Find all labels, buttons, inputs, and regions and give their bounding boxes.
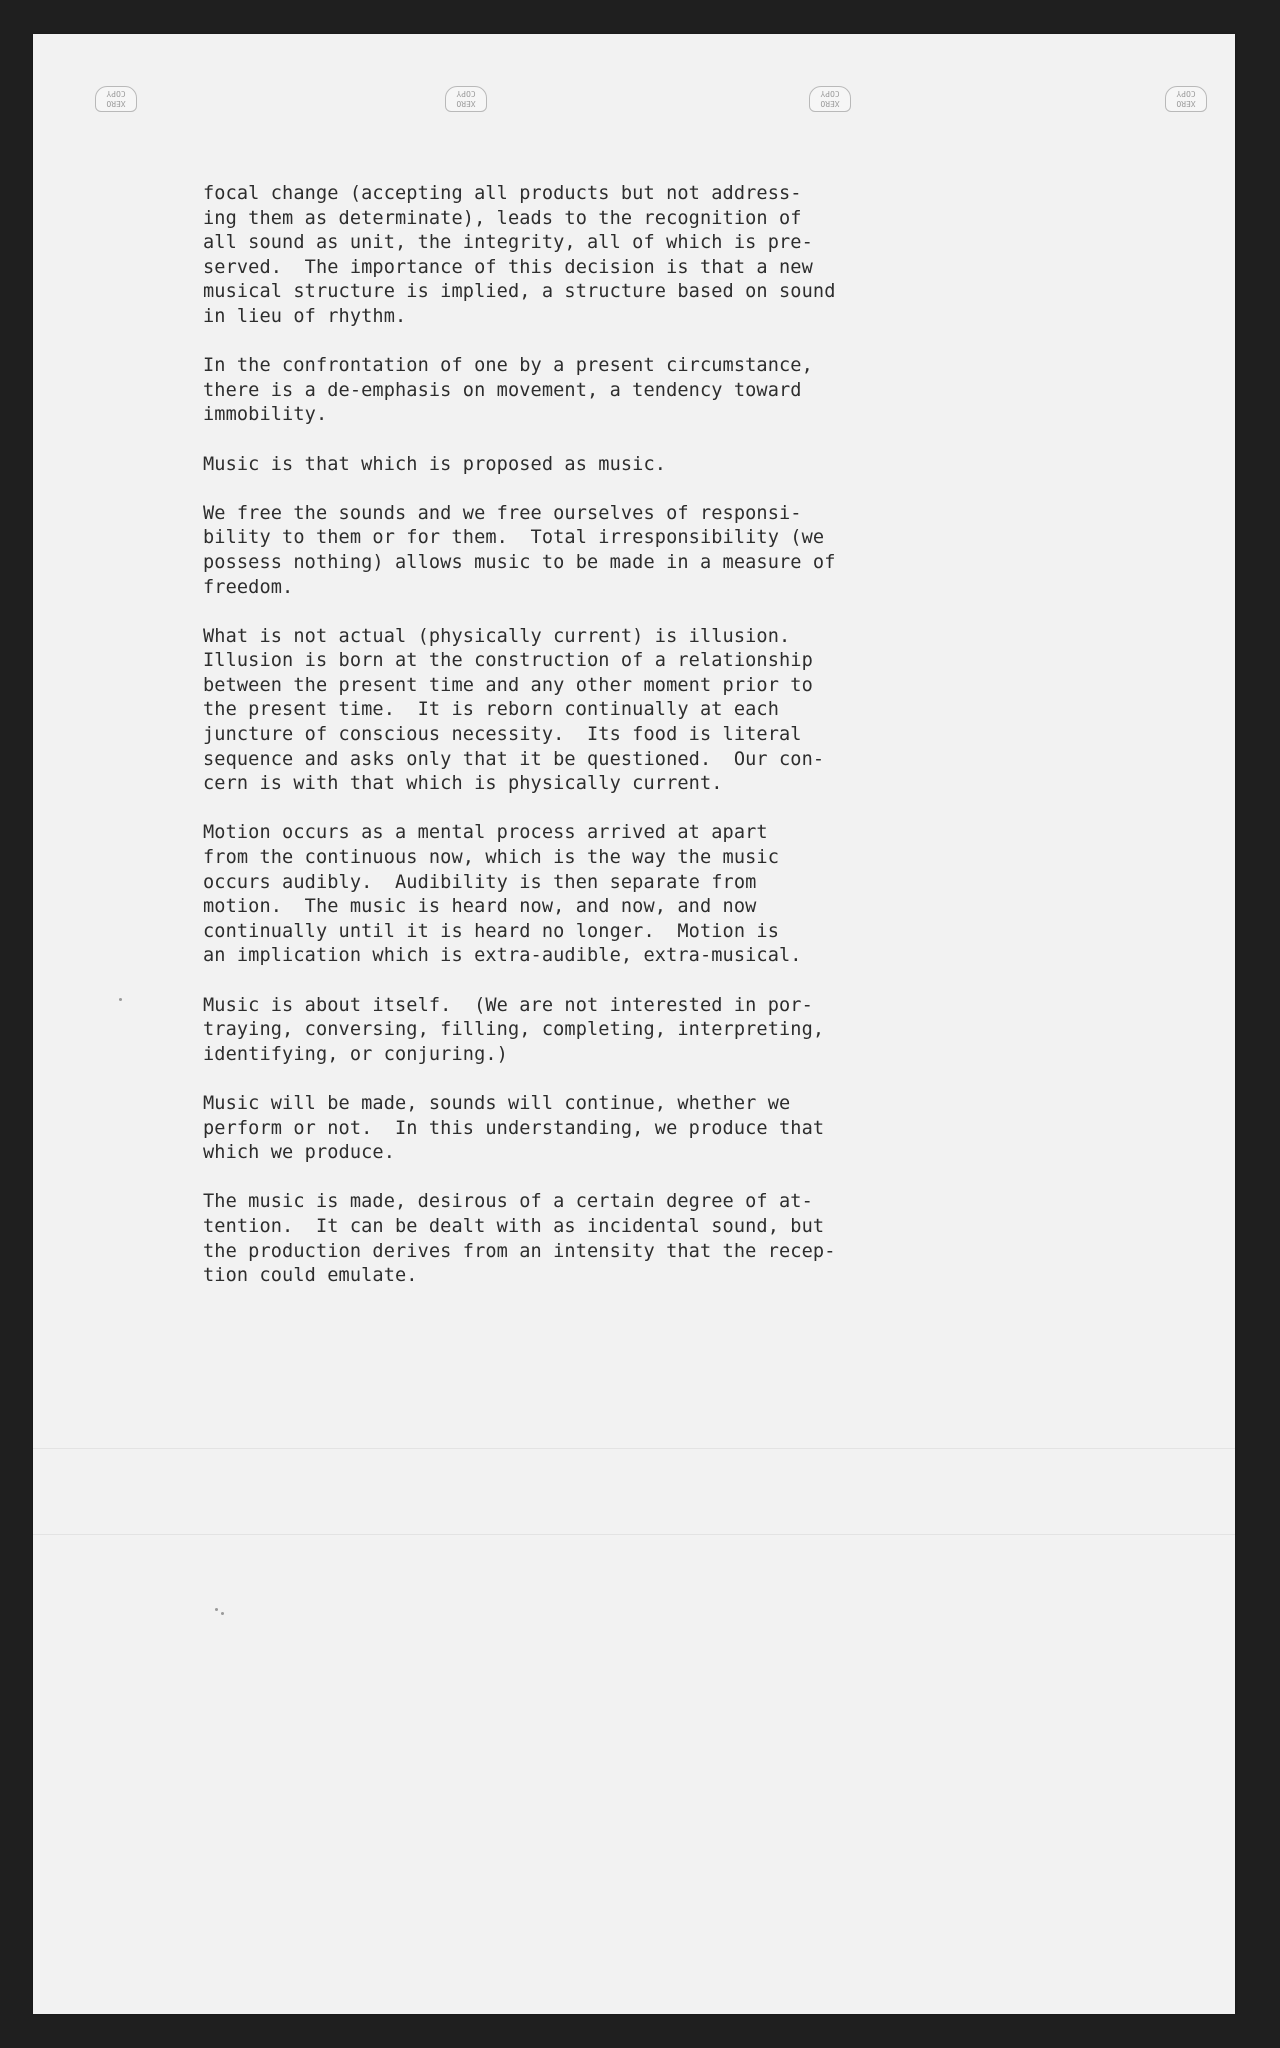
text-line: immobility. xyxy=(203,404,328,426)
paragraph xyxy=(203,502,1023,600)
text-line: perform or not. In this understanding, we produce that xyxy=(203,1117,825,1139)
text-line: the production derives from an intensity that the recep- xyxy=(203,1240,836,1262)
text-line: focal change (accepting all products but not address- xyxy=(203,183,802,204)
text-line: Illusion is born at the construction of a relationship xyxy=(203,650,813,672)
text-line: served. The importance of this decision is that a new xyxy=(203,256,813,278)
text-line: all sound as unit, the integrity, all of which is pre- xyxy=(203,232,813,254)
text-line: continually until it is heard no longer. Motion is xyxy=(203,920,780,942)
text-line: tion could emulate. xyxy=(203,1265,418,1287)
paragraph xyxy=(203,182,1023,330)
text-line: tention. It can be dealt with as incidental sound, but xyxy=(203,1215,825,1237)
text-line: Music is about itself. (We are not interested in por- xyxy=(203,994,813,1016)
paragraph xyxy=(203,354,1023,428)
text-line: there is a de-emphasis on movement, a tendency toward xyxy=(203,379,802,401)
text-line: In the confrontation of one by a present circumstance, xyxy=(203,355,813,377)
paragraph xyxy=(203,625,1023,797)
text-line: motion. The music is heard now, and now, and now xyxy=(203,896,757,918)
text-line: between the present time and any other moment prior to xyxy=(203,674,813,696)
text-line: which we produce. xyxy=(203,1142,396,1164)
paper-fold-line xyxy=(33,1534,1235,1535)
paragraph xyxy=(203,994,1023,1068)
paragraph xyxy=(203,1092,1023,1166)
text-line: musical structure is implied, a structure based on sound xyxy=(203,281,836,303)
text-line: Music is that which is proposed as music. xyxy=(203,453,667,475)
paper-fold-line xyxy=(33,1448,1235,1449)
text-line: What is not actual (physically current) is illusion. xyxy=(203,625,791,647)
text-line: bility to them or for them. Total irresponsibility (we xyxy=(203,527,825,549)
text-line: occurs audibly. Audibility is then separate from xyxy=(203,871,757,893)
paper-speck xyxy=(215,1608,218,1611)
text-line: identifying, or conjuring.) xyxy=(203,1043,508,1065)
xero-copy-stamp: XERO COPY xyxy=(809,86,851,112)
paragraph xyxy=(203,1190,1023,1288)
text-line: Music will be made, sounds will continue, whether we xyxy=(203,1092,791,1114)
paragraph xyxy=(203,453,1023,478)
text-line: freedom. xyxy=(203,576,294,598)
text-line: We free the sounds and we free ourselves of responsi- xyxy=(203,502,802,524)
xero-copy-stamp: XERO COPY xyxy=(445,86,487,112)
document-body xyxy=(203,182,1023,1313)
text-line: Motion occurs as a mental process arrived at apart xyxy=(203,822,768,844)
text-line: traying, conversing, filling, completing, interpreting, xyxy=(203,1019,825,1041)
paper-speck xyxy=(119,998,122,1001)
xero-copy-stamp: XERO COPY xyxy=(1165,86,1207,112)
text-line: juncture of conscious necessity. Its food is literal xyxy=(203,724,802,746)
text-line: cern is with that which is physically current. xyxy=(203,773,723,795)
text-line: an implication which is extra-audible, extra-musical. xyxy=(203,945,802,967)
text-line: The music is made, desirous of a certain degree of at- xyxy=(203,1191,813,1213)
stamp-row xyxy=(33,86,1235,126)
text-line: from the continuous now, which is the way the music xyxy=(203,847,780,869)
text-line: sequence and asks only that it be questioned. Our con- xyxy=(203,748,825,770)
paragraph xyxy=(203,821,1023,969)
paper-speck xyxy=(221,1612,224,1615)
text-line: in lieu of rhythm. xyxy=(203,305,407,327)
xero-copy-stamp: XERO COPY xyxy=(95,86,137,112)
text-line: ing them as determinate), leads to the recognition of xyxy=(203,207,802,229)
text-line: the present time. It is reborn continually at each xyxy=(203,699,780,721)
text-line: possess nothing) allows music to be made in a measure of xyxy=(203,551,836,573)
